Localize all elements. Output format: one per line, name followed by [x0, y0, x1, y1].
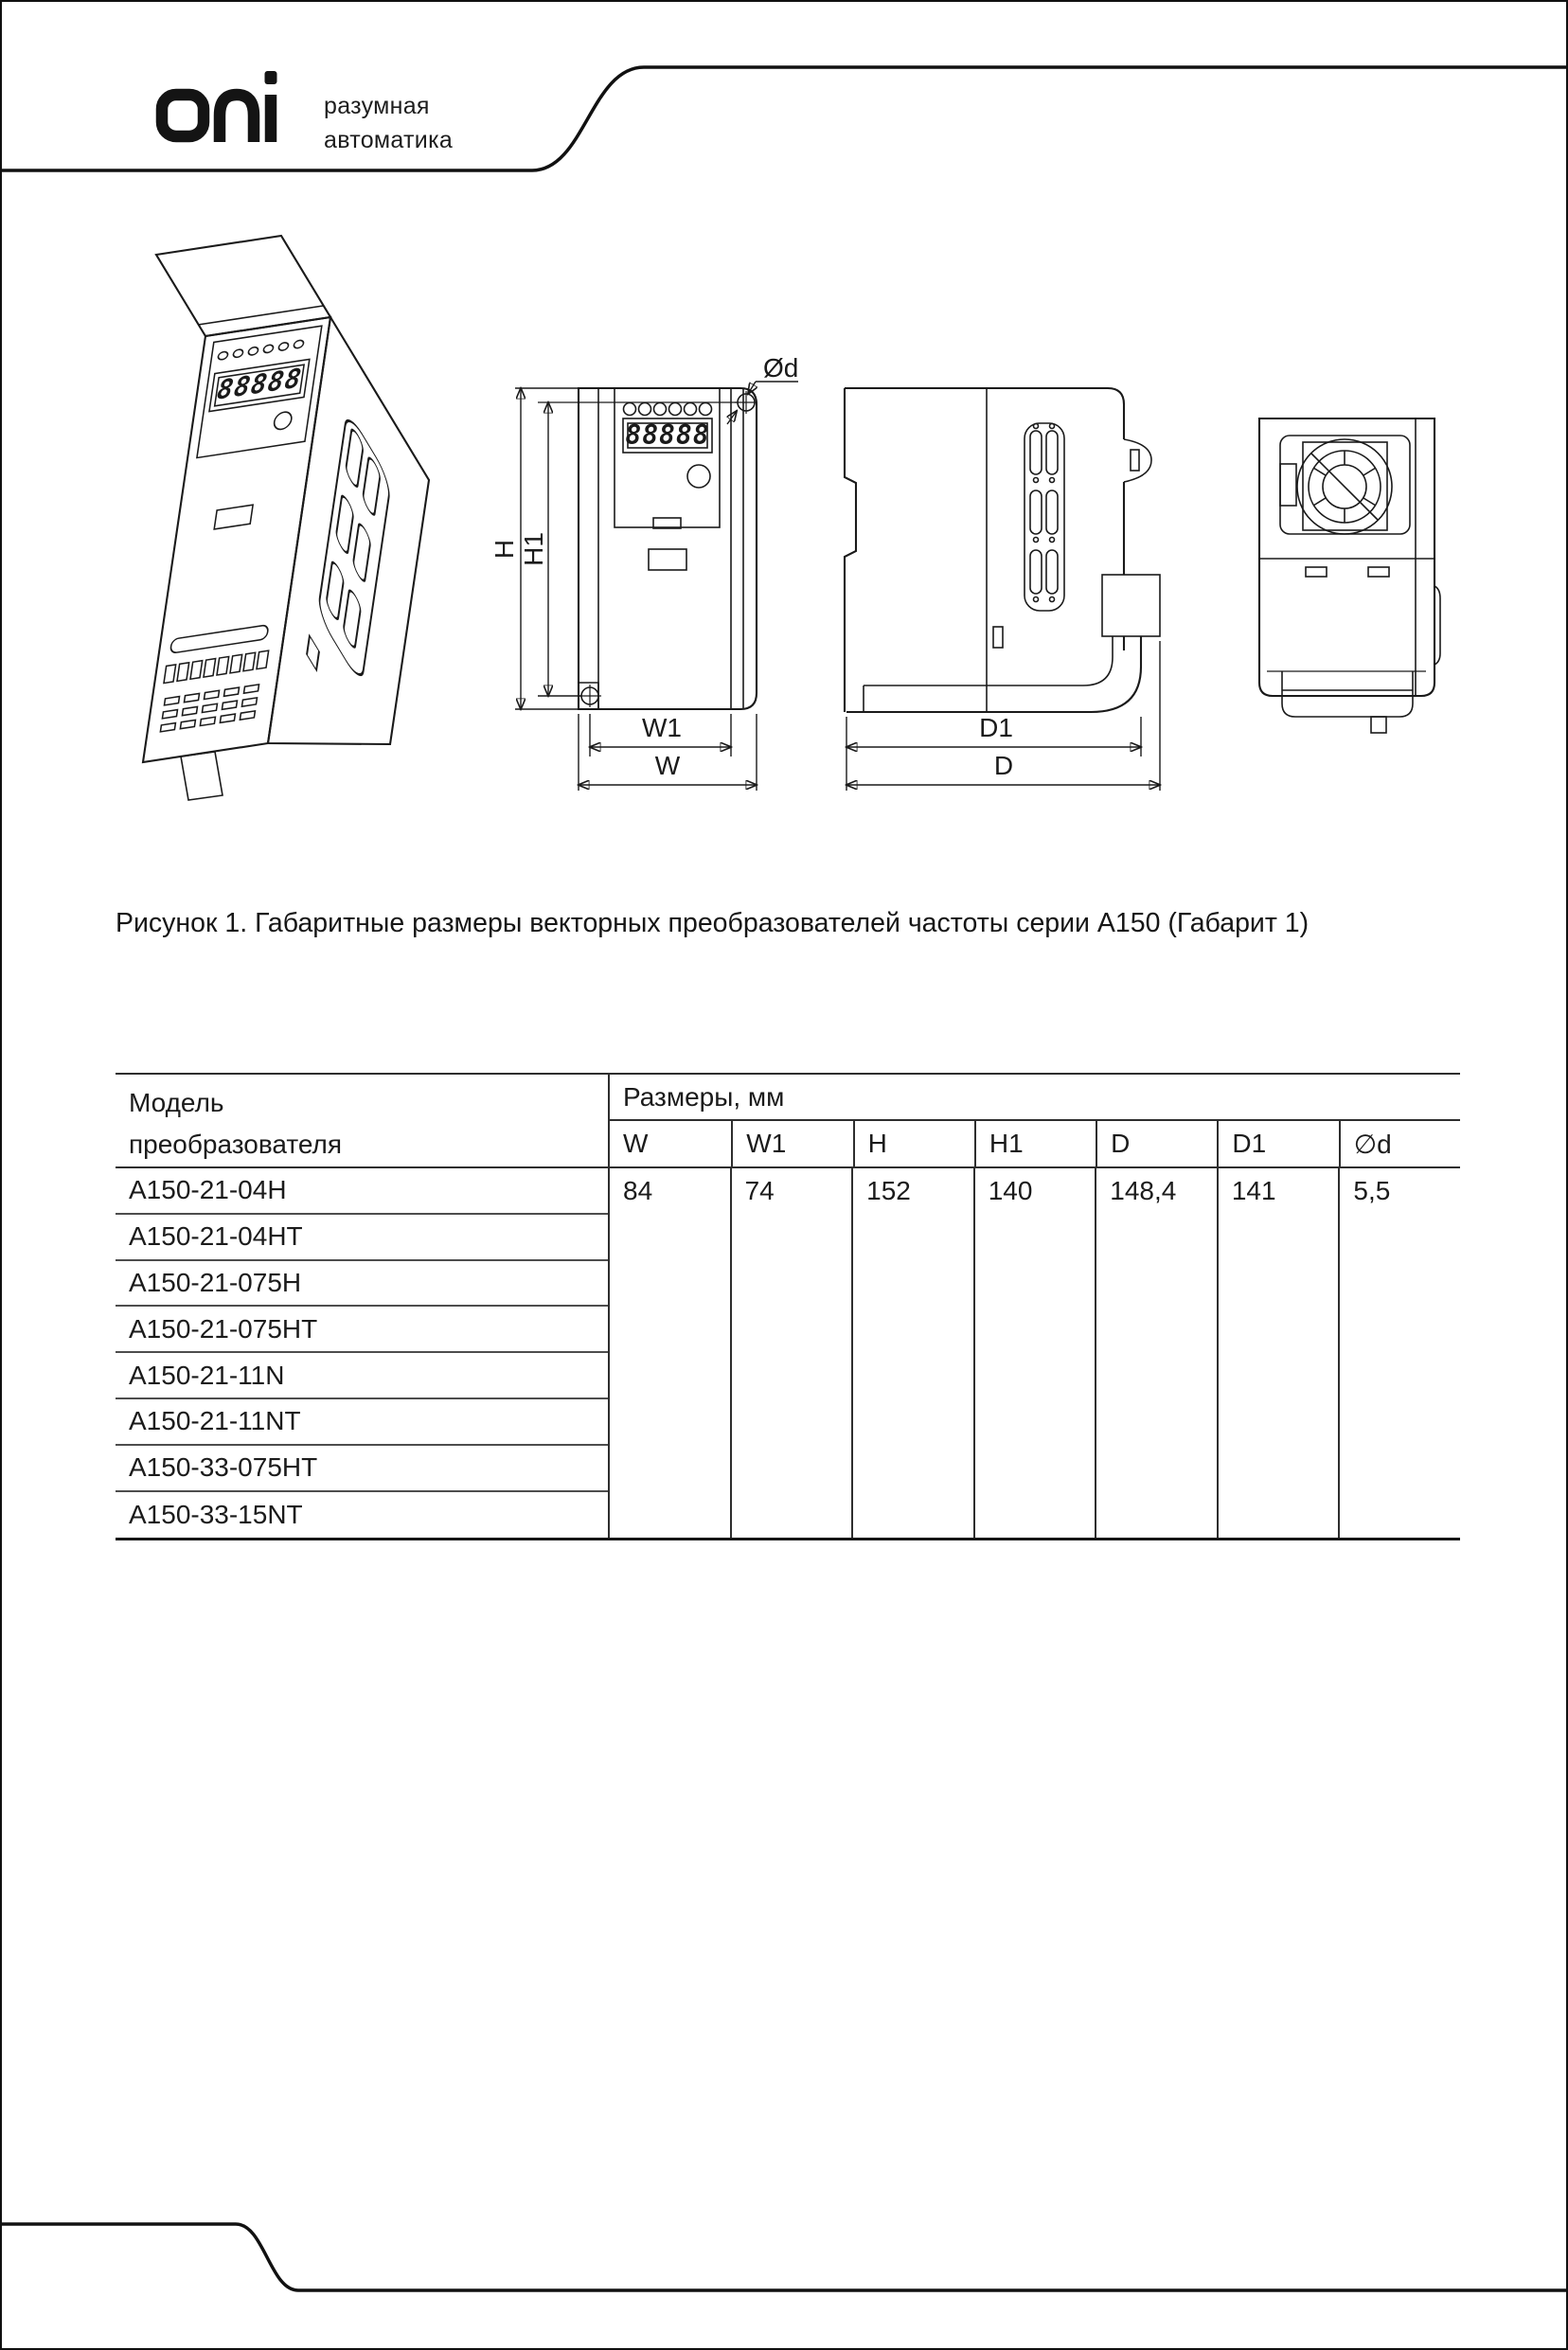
front-view-drawing: [490, 353, 798, 791]
logo-letter-n: [220, 95, 254, 142]
iso-led-display: 88888: [215, 362, 305, 406]
dim-label-d: D: [993, 751, 1014, 780]
led-display: 88888: [625, 419, 710, 451]
isometric-front-face: [156, 326, 321, 732]
col-header-w: W: [623, 1129, 649, 1158]
din-clip: [1102, 439, 1160, 636]
col-header-h1: H1: [974, 1121, 1096, 1166]
group-header: Размеры, мм: [610, 1075, 1460, 1121]
dim-label-od: Ød: [763, 353, 799, 383]
table-row: [116, 1168, 1460, 1215]
isometric-view-drawing: [143, 236, 429, 800]
side-view-drawing: [845, 388, 1160, 791]
top-view-drawing: [1259, 418, 1440, 733]
keypad-panel: [615, 388, 720, 527]
table-row: [116, 1307, 1460, 1353]
model-cell: A150-33-075HT: [116, 1446, 608, 1492]
table-row: [116, 1261, 1460, 1308]
figure-caption: Рисунок 1. Габаритные размеры векторных преобразователей частоты серии А150 (Габарит 1): [116, 908, 1310, 938]
model-cell: A150-21-11NT: [116, 1399, 608, 1446]
col-header-d1: D1: [1217, 1121, 1338, 1166]
model-cell: A150-21-075HT: [116, 1307, 608, 1353]
dimensions-header-group: [608, 1075, 1460, 1166]
table-row: [116, 1492, 1460, 1539]
led-indicators: [624, 403, 712, 416]
iso-terminal-row: [164, 650, 269, 683]
dim-label-h: H: [490, 539, 519, 560]
dim-label-w1: W1: [642, 713, 682, 742]
model-cell: A150-21-04H: [116, 1168, 608, 1215]
brand-tagline: [324, 89, 453, 157]
col-header-d: D: [1096, 1121, 1217, 1166]
logo-letter-i-dot: [265, 71, 277, 84]
heatsink-profile: [845, 388, 856, 712]
value-d1: 141: [1217, 1168, 1339, 1215]
table-row: [116, 1399, 1460, 1446]
model-cell: A150-33-15NT: [129, 1499, 303, 1529]
tagline-line2: автоматика: [324, 127, 454, 153]
knob-button: [687, 465, 710, 488]
table-row: [116, 1353, 1460, 1399]
dim-label-d1: D1: [979, 713, 1013, 742]
model-header-line1: Модель: [129, 1088, 224, 1117]
dimensional-drawings: [2, 210, 1568, 816]
value-h1: 140: [973, 1168, 1096, 1215]
fan-icon: [1280, 436, 1410, 534]
value-w: 84: [608, 1168, 730, 1215]
logo-letter-o: [162, 95, 204, 136]
top-body: [1259, 418, 1434, 696]
column-headers-row: [610, 1121, 1460, 1166]
dim-label-h1: H1: [519, 532, 548, 566]
model-cell: A150-21-04HT: [116, 1215, 608, 1261]
dimensions-table: [116, 1073, 1460, 1540]
din-rail-mount: [1267, 671, 1426, 733]
value-w1: 74: [730, 1168, 852, 1215]
model-cell: A150-21-11N: [116, 1353, 608, 1399]
model-cell: A150-21-075H: [116, 1261, 608, 1308]
iso-vent-grille: [160, 685, 258, 732]
col-header-w1: W1: [731, 1121, 852, 1166]
col-header-h: H: [853, 1121, 974, 1166]
table-row: [116, 1446, 1460, 1492]
model-column-header: [116, 1075, 608, 1166]
col-header-od: ∅d: [1339, 1121, 1460, 1166]
oni-logo: [155, 65, 288, 146]
value-d: 148,4: [1095, 1168, 1217, 1215]
isometric-side-face: [307, 403, 391, 733]
model-header-line2: преобразователя: [129, 1130, 343, 1159]
value-h: 152: [851, 1168, 973, 1215]
value-od: 5,5: [1338, 1168, 1460, 1215]
footer-rule: [2, 2219, 1568, 2350]
tagline-line1: разумная: [324, 93, 430, 119]
table-row: [116, 1215, 1460, 1261]
side-vent-slots: [1025, 423, 1064, 611]
dim-label-w: W: [654, 751, 681, 780]
table-header: [116, 1075, 1460, 1168]
